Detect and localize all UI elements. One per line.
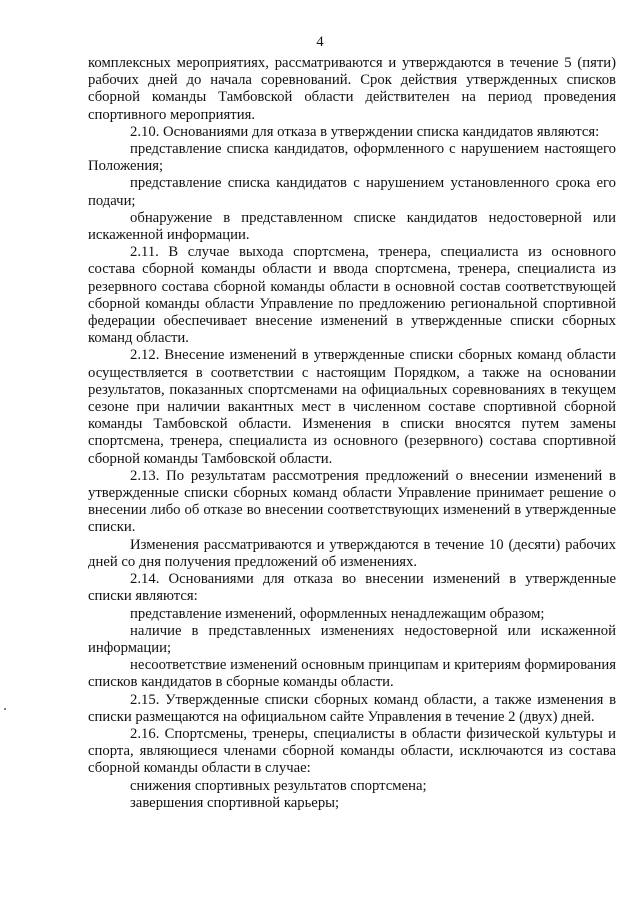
paragraph-2-16: 2.16. Спортсмены, тренеры, специалисты в области физической культуры и спорта, являющиеся членами сборной команды области, исключаются из состава сборной команды области в случае: (88, 725, 616, 777)
list-item: представление списка кандидатов с нарушением установленного срока его подачи; (88, 175, 616, 209)
paragraph-continuation: комплексных мероприятиях, рассматриваются и утверждаются в течение 5 (пяти) рабочих дней до начала соревнований. Срок действия утвержденных списков сборной команды Тамбовской области действителен на период проведения спортивного мероприятия. (88, 55, 616, 123)
paragraph-2-13: 2.13. По результатам рассмотрения предложений о внесении изменений в утвержденные списки сборных команд области Управление принимает решение о внесении либо об отказе во внесении соответствующих изменений в утвержденные списки. (88, 467, 616, 536)
list-item: снижения спортивных результатов спортсмена; (130, 777, 427, 794)
list-item: завершения спортивной карьеры; (130, 794, 340, 811)
page-number: 4 (316, 34, 324, 50)
scan-speck (4, 708, 6, 710)
paragraph-2-10: 2.10. Основаниями для отказа в утверждении списка кандидатов являются: (130, 123, 600, 140)
paragraph-2-12: 2.12. Внесение изменений в утвержденные списки сборных команд области осуществляется в соответствии с настоящим Порядком, а также на основании результатов, показанных спортсменами на официальных соревнованиях в текущем сезоне при наличии вакантных мест в численном составе спортивной сборной команды Тамбовской области. Изменения в списки вносятся путем замены спортсмена, тренера, специалиста из основного (резервного) состава спортивной сборной команды Тамбовской области. (88, 347, 616, 467)
list-item: наличие в представленных изменениях недостоверной или искаженной информации; (88, 622, 616, 656)
paragraph-2-13-term: Изменения рассматриваются и утверждаются в течение 10 (десяти) рабочих дней со дня получения предложений об изменениях. (88, 536, 616, 570)
document-body (88, 55, 616, 812)
list-item: представление изменений, оформленных ненадлежащим образом; (130, 605, 545, 622)
list-item: обнаружение в представленном списке кандидатов недостоверной или искаженной информации. (88, 209, 616, 244)
list-item: несоответствие изменений основным принципам и критериям формирования списков кандидатов в сборные команды области. (88, 657, 616, 691)
list-item: представление списка кандидатов, оформленного с нарушением настоящего Положения; (88, 141, 616, 175)
paragraph-2-14: 2.14. Основаниями для отказа во внесении изменений в утвержденные списки являются: (88, 571, 616, 605)
paragraph-2-15: 2.15. Утвержденные списки сборных команд области, а также изменения в списки размещаются на официальном сайте Управления в течение 2 (двух) дней. (88, 691, 616, 725)
paragraph-2-11: 2.11. В случае выхода спортсмена, тренера, специалиста из основного состава сборной команды области и ввода спортсмена, тренера, специалиста из резервного состава сборной команды области в основной состав соответствующей сборной команды области Управление по предложению региональной спортивной федерации обеспечивает внесение изменений в утвержденные списки сборных команд области. (88, 244, 616, 347)
